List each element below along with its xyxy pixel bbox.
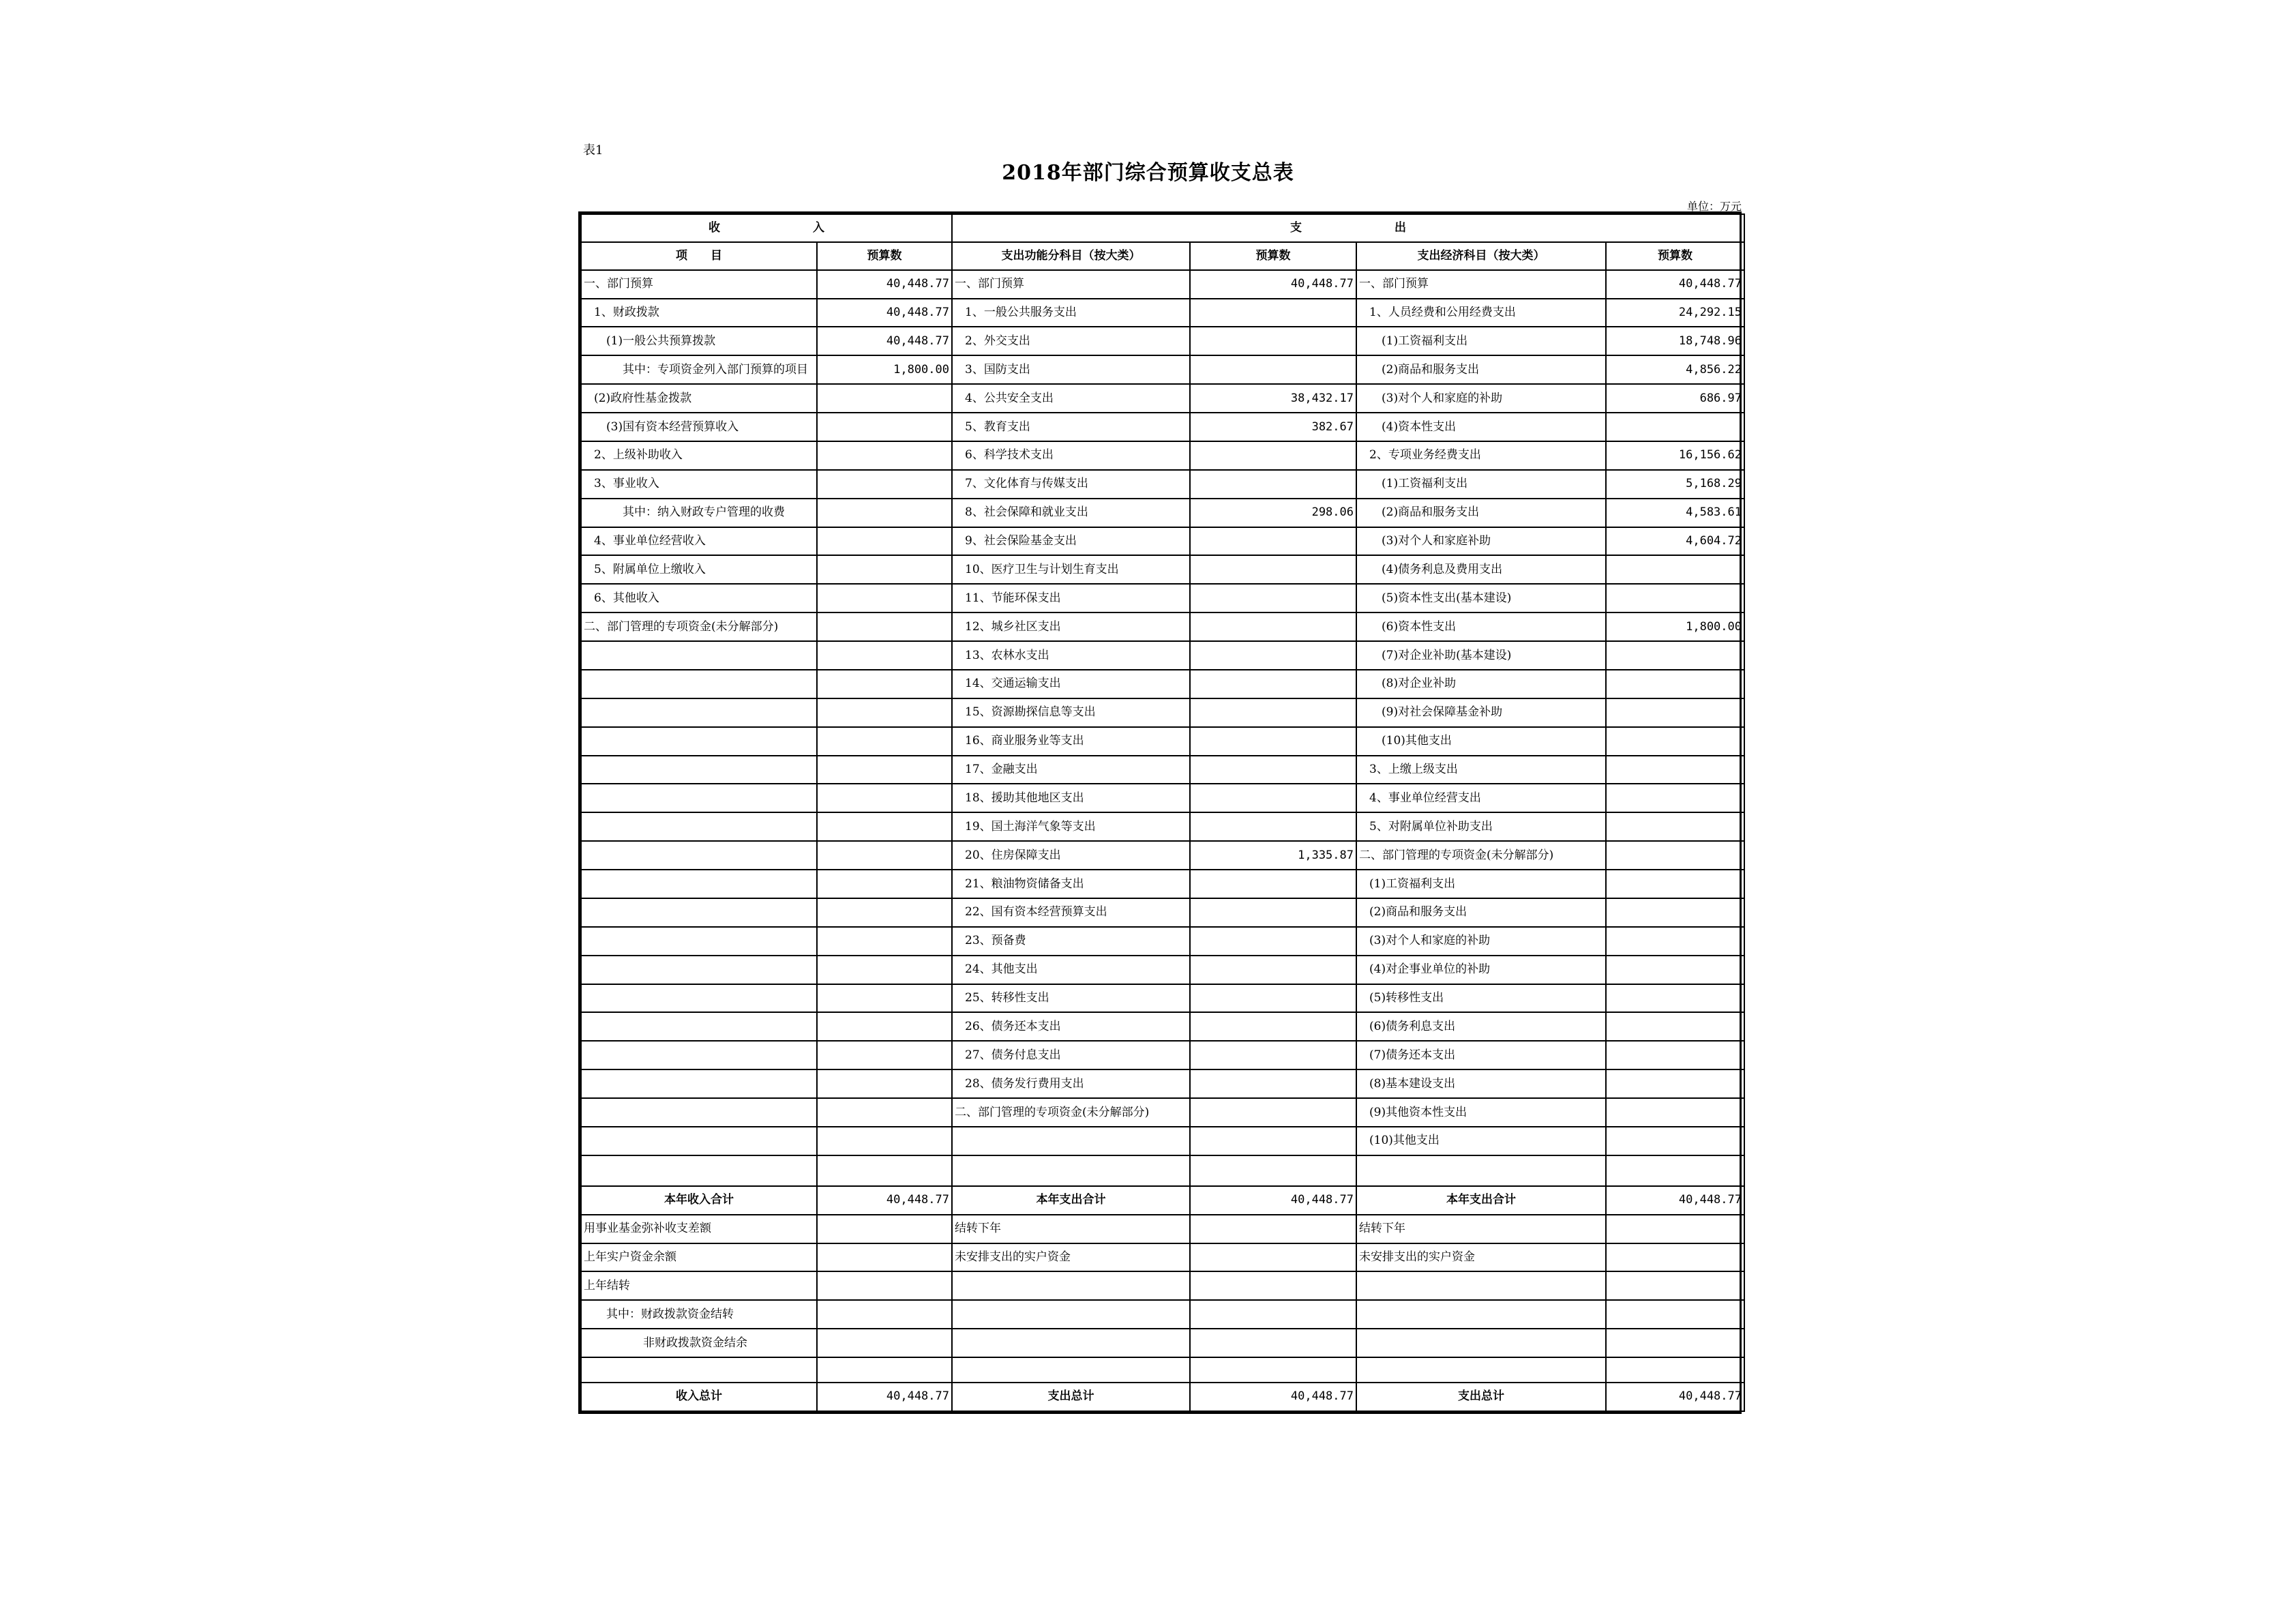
econ-item-cell: (9)对社会保障基金补助: [1356, 698, 1606, 727]
table-row: [581, 299, 1744, 327]
econ-budget-cell: [1606, 698, 1744, 727]
func-budget-cell: [1190, 784, 1356, 812]
econ-item-cell: [1356, 1300, 1606, 1329]
income-budget-cell: [817, 784, 952, 812]
table-row: [581, 641, 1744, 670]
income-item-cell: [581, 898, 817, 927]
func-item-cell: 23、预备费: [952, 927, 1190, 956]
func-item-cell: 本年支出合计: [952, 1186, 1190, 1215]
income-budget-cell: 40,448.77: [817, 327, 952, 355]
income-budget-cell: [817, 612, 952, 641]
table-row: [581, 1329, 1744, 1357]
econ-item-cell: (1)工资福利支出: [1356, 327, 1606, 355]
func-budget-cell: [1190, 1155, 1356, 1186]
table-row: [581, 670, 1744, 698]
func-budget-cell: 38,432.17: [1190, 384, 1356, 413]
econ-budget-cell: [1606, 641, 1744, 670]
table-row: [581, 470, 1744, 499]
income-budget-cell: [817, 1215, 952, 1243]
table-row: [581, 1271, 1744, 1300]
income-budget-cell: [817, 756, 952, 784]
func-budget-cell: [1190, 1357, 1356, 1383]
func-budget-cell: [1190, 641, 1356, 670]
table-row: [581, 1300, 1744, 1329]
income-item-cell: [581, 641, 817, 670]
func-item-cell: 25、转移性支出: [952, 984, 1190, 1013]
func-budget-cell: [1190, 1243, 1356, 1272]
func-item-cell: 18、援助其他地区支出: [952, 784, 1190, 812]
func-budget-cell: 40,448.77: [1190, 1186, 1356, 1215]
econ-item-cell: 1、人员经费和公用经费支出: [1356, 299, 1606, 327]
income-item-cell: [581, 956, 817, 984]
table-row: [581, 1186, 1744, 1215]
func-item-cell: 支出总计: [952, 1383, 1190, 1411]
func-item-cell: 14、交通运输支出: [952, 670, 1190, 698]
econ-item-cell: (7)债务还本支出: [1356, 1041, 1606, 1069]
econ-item-cell: 3、上缴上级支出: [1356, 756, 1606, 784]
econ-budget-cell: 16,156.62: [1606, 441, 1744, 470]
income-budget-cell: 40,448.77: [817, 270, 952, 299]
econ-item-cell: (2)商品和服务支出: [1356, 355, 1606, 384]
econ-budget-cell: 5,168.29: [1606, 470, 1744, 499]
func-item-cell: 13、农林水支出: [952, 641, 1190, 670]
econ-item-cell: (8)对企业补助: [1356, 670, 1606, 698]
econ-budget-cell: 40,448.77: [1606, 1186, 1744, 1215]
income-item-cell: 二、部门管理的专项资金(未分解部分): [581, 612, 817, 641]
income-item-cell: 4、事业单位经营收入: [581, 527, 817, 556]
func-budget-cell: [1190, 441, 1356, 470]
income-budget-cell: [817, 470, 952, 499]
econ-budget-cell: [1606, 555, 1744, 584]
func-budget-cell: [1190, 1069, 1356, 1098]
econ-item-cell: 支出总计: [1356, 1383, 1606, 1411]
econ-budget-cell: [1606, 1012, 1744, 1041]
econ-item-cell: (5)转移性支出: [1356, 984, 1606, 1013]
col-header-budget: 预算数: [817, 242, 952, 270]
income-budget-cell: [817, 956, 952, 984]
income-item-cell: 非财政拨款资金结余: [581, 1329, 817, 1357]
func-budget-cell: 382.67: [1190, 413, 1356, 441]
table-row: [581, 1012, 1744, 1041]
econ-budget-cell: [1606, 413, 1744, 441]
func-item-cell: [952, 1155, 1190, 1186]
func-item-cell: 1、一般公共服务支出: [952, 299, 1190, 327]
table-row: [581, 812, 1744, 841]
econ-item-cell: 2、专项业务经费支出: [1356, 441, 1606, 470]
econ-item-cell: (5)资本性支出(基本建设): [1356, 584, 1606, 612]
func-item-cell: 二、部门管理的专项资金(未分解部分): [952, 1098, 1190, 1127]
func-item-cell: [952, 1300, 1190, 1329]
func-item-cell: 10、医疗卫生与计划生育支出: [952, 555, 1190, 584]
func-budget-cell: 40,448.77: [1190, 1383, 1356, 1411]
func-item-cell: 17、金融支出: [952, 756, 1190, 784]
income-item-cell: [581, 1098, 817, 1127]
func-item-cell: [952, 1271, 1190, 1300]
income-budget-cell: [817, 499, 952, 527]
table-row: [581, 756, 1744, 784]
econ-item-cell: (1)工资福利支出: [1356, 470, 1606, 499]
income-budget-cell: [817, 641, 952, 670]
income-item-cell: 其中：纳入财政专户管理的收费: [581, 499, 817, 527]
econ-budget-cell: 4,856.22: [1606, 355, 1744, 384]
column-header-row: [581, 242, 1744, 270]
func-item-cell: 28、债务发行费用支出: [952, 1069, 1190, 1098]
econ-budget-cell: 40,448.77: [1606, 1383, 1744, 1411]
econ-item-cell: (7)对企业补助(基本建设): [1356, 641, 1606, 670]
econ-budget-cell: [1606, 812, 1744, 841]
econ-budget-cell: [1606, 841, 1744, 870]
econ-item-cell: 结转下年: [1356, 1215, 1606, 1243]
table-row: [581, 984, 1744, 1013]
income-item-cell: [581, 1041, 817, 1069]
table-row: [581, 1357, 1744, 1383]
func-budget-cell: [1190, 727, 1356, 756]
econ-item-cell: [1356, 1329, 1606, 1357]
income-budget-cell: [817, 1329, 952, 1357]
income-budget-cell: [817, 584, 952, 612]
income-item-cell: (1)一般公共预算拨款: [581, 327, 817, 355]
income-item-cell: [581, 1012, 817, 1041]
income-item-cell: [581, 1357, 817, 1383]
table-row: [581, 413, 1744, 441]
income-budget-cell: [817, 384, 952, 413]
econ-budget-cell: 4,604.72: [1606, 527, 1744, 556]
econ-budget-cell: [1606, 956, 1744, 984]
econ-budget-cell: 686.97: [1606, 384, 1744, 413]
table-row: [581, 698, 1744, 727]
table-row: [581, 1127, 1744, 1155]
table-row: [581, 441, 1744, 470]
table-row: [581, 898, 1744, 927]
income-budget-cell: [817, 841, 952, 870]
econ-item-cell: (4)债务利息及费用支出: [1356, 555, 1606, 584]
col-header-econ: 支出经济科目（按大类）: [1356, 242, 1606, 270]
func-item-cell: 9、社会保险基金支出: [952, 527, 1190, 556]
econ-budget-cell: [1606, 1243, 1744, 1272]
page-title: 2018年部门综合预算收支总表: [1002, 161, 1294, 185]
econ-item-cell: (4)资本性支出: [1356, 413, 1606, 441]
func-item-cell: 19、国土海洋气象等支出: [952, 812, 1190, 841]
table-label: 表1: [583, 143, 603, 158]
econ-budget-cell: [1606, 1127, 1744, 1155]
col-header-item: 项 目: [581, 242, 817, 270]
func-budget-cell: 40,448.77: [1190, 270, 1356, 299]
func-budget-cell: [1190, 355, 1356, 384]
econ-item-cell: [1356, 1271, 1606, 1300]
econ-budget-cell: [1606, 756, 1744, 784]
econ-item-cell: (2)商品和服务支出: [1356, 898, 1606, 927]
income-item-cell: [581, 1069, 817, 1098]
table-row: [581, 584, 1744, 612]
income-item-cell: [581, 984, 817, 1013]
econ-item-cell: (8)基本建设支出: [1356, 1069, 1606, 1098]
econ-item-cell: (10)其他支出: [1356, 1127, 1606, 1155]
econ-budget-cell: [1606, 1155, 1744, 1186]
func-item-cell: 未安排支出的实户资金: [952, 1243, 1190, 1272]
econ-budget-cell: [1606, 898, 1744, 927]
table-row: [581, 1215, 1744, 1243]
income-item-cell: 5、附属单位上缴收入: [581, 555, 817, 584]
func-budget-cell: [1190, 984, 1356, 1013]
func-budget-cell: [1190, 1215, 1356, 1243]
func-item-cell: 20、住房保障支出: [952, 841, 1190, 870]
income-budget-cell: 1,800.00: [817, 355, 952, 384]
func-budget-cell: [1190, 1127, 1356, 1155]
func-budget-cell: [1190, 555, 1356, 584]
income-budget-cell: [817, 1127, 952, 1155]
table-row: [581, 727, 1744, 756]
income-budget-cell: [817, 527, 952, 556]
income-budget-cell: 40,448.77: [817, 1186, 952, 1215]
econ-budget-cell: 18,748.96: [1606, 327, 1744, 355]
econ-item-cell: 二、部门管理的专项资金(未分解部分): [1356, 841, 1606, 870]
econ-budget-cell: 24,292.15: [1606, 299, 1744, 327]
func-budget-cell: 298.06: [1190, 499, 1356, 527]
econ-item-cell: (3)对个人和家庭的补助: [1356, 927, 1606, 956]
econ-item-cell: [1356, 1155, 1606, 1186]
econ-budget-cell: [1606, 927, 1744, 956]
income-item-cell: [581, 870, 817, 898]
income-item-cell: [581, 670, 817, 698]
income-item-cell: [581, 1127, 817, 1155]
econ-budget-cell: [1606, 1329, 1744, 1357]
income-budget-cell: [817, 1357, 952, 1383]
func-budget-cell: [1190, 956, 1356, 984]
table-row: [581, 1155, 1744, 1186]
func-budget-cell: [1190, 670, 1356, 698]
table-row: [581, 956, 1744, 984]
econ-item-cell: 一、部门预算: [1356, 270, 1606, 299]
table-row: [581, 499, 1744, 527]
econ-budget-cell: [1606, 727, 1744, 756]
func-item-cell: 26、债务还本支出: [952, 1012, 1190, 1041]
func-budget-cell: [1190, 812, 1356, 841]
table-row: [581, 1098, 1744, 1127]
econ-budget-cell: [1606, 984, 1744, 1013]
econ-item-cell: 5、对附属单位补助支出: [1356, 812, 1606, 841]
func-item-cell: 结转下年: [952, 1215, 1190, 1243]
income-item-cell: 上年结转: [581, 1271, 817, 1300]
income-item-cell: [581, 727, 817, 756]
budget-table: [578, 211, 1742, 1414]
table-row: [581, 927, 1744, 956]
econ-budget-cell: [1606, 1098, 1744, 1127]
income-item-cell: 本年收入合计: [581, 1186, 817, 1215]
table-row: [581, 1243, 1744, 1272]
func-budget-cell: [1190, 527, 1356, 556]
income-item-cell: 收入总计: [581, 1383, 817, 1411]
econ-budget-cell: [1606, 1357, 1744, 1383]
income-item-cell: 其中：财政拨款资金结转: [581, 1300, 817, 1329]
col-header-func: 支出功能分科目（按大类）: [952, 242, 1190, 270]
func-item-cell: [952, 1127, 1190, 1155]
func-item-cell: 15、资源勘探信息等支出: [952, 698, 1190, 727]
econ-budget-cell: [1606, 1069, 1744, 1098]
func-budget-cell: [1190, 870, 1356, 898]
income-budget-cell: [817, 898, 952, 927]
econ-item-cell: [1356, 1357, 1606, 1383]
income-budget-cell: [817, 1098, 952, 1127]
table-row: [581, 1069, 1744, 1098]
income-budget-cell: [817, 555, 952, 584]
income-item-cell: 3、事业收入: [581, 470, 817, 499]
table-row: [581, 270, 1744, 299]
income-item-cell: 2、上级补助收入: [581, 441, 817, 470]
income-budget-cell: [817, 1300, 952, 1329]
func-budget-cell: [1190, 612, 1356, 641]
table-row: [581, 384, 1744, 413]
income-item-cell: [581, 927, 817, 956]
func-budget-cell: [1190, 898, 1356, 927]
func-budget-cell: [1190, 1300, 1356, 1329]
func-budget-cell: 1,335.87: [1190, 841, 1356, 870]
income-budget-cell: [817, 1243, 952, 1272]
income-item-cell: (3)国有资本经营预算收入: [581, 413, 817, 441]
econ-budget-cell: 4,583.61: [1606, 499, 1744, 527]
col-header-budget: 预算数: [1190, 242, 1356, 270]
func-budget-cell: [1190, 1098, 1356, 1127]
income-budget-cell: 40,448.77: [817, 299, 952, 327]
econ-budget-cell: 40,448.77: [1606, 270, 1744, 299]
func-budget-cell: [1190, 1271, 1356, 1300]
func-item-cell: 11、节能环保支出: [952, 584, 1190, 612]
income-budget-cell: [817, 927, 952, 956]
func-budget-cell: [1190, 327, 1356, 355]
econ-budget-cell: [1606, 670, 1744, 698]
econ-budget-cell: [1606, 870, 1744, 898]
income-group-header: 收 入: [581, 214, 952, 242]
func-item-cell: 2、外交支出: [952, 327, 1190, 355]
func-budget-cell: [1190, 698, 1356, 727]
func-item-cell: 3、国防支出: [952, 355, 1190, 384]
income-budget-cell: [817, 1069, 952, 1098]
econ-budget-cell: [1606, 1215, 1744, 1243]
func-item-cell: [952, 1329, 1190, 1357]
econ-item-cell: (10)其他支出: [1356, 727, 1606, 756]
econ-item-cell: (3)对个人和家庭的补助: [1356, 384, 1606, 413]
income-budget-cell: [817, 670, 952, 698]
func-item-cell: 27、债务付息支出: [952, 1041, 1190, 1069]
func-item-cell: 24、其他支出: [952, 956, 1190, 984]
col-header-budget: 预算数: [1606, 242, 1744, 270]
econ-budget-cell: [1606, 584, 1744, 612]
table-row: [581, 1041, 1744, 1069]
econ-item-cell: (1)工资福利支出: [1356, 870, 1606, 898]
func-item-cell: 22、国有资本经营预算支出: [952, 898, 1190, 927]
income-budget-cell: [817, 698, 952, 727]
table-row: [581, 355, 1744, 384]
func-item-cell: 8、社会保障和就业支出: [952, 499, 1190, 527]
income-item-cell: 1、财政拨款: [581, 299, 817, 327]
econ-item-cell: (6)债务利息支出: [1356, 1012, 1606, 1041]
income-budget-cell: [817, 812, 952, 841]
econ-budget-cell: [1606, 1271, 1744, 1300]
income-budget-cell: [817, 984, 952, 1013]
table-row: [581, 527, 1744, 556]
table-row: [581, 870, 1744, 898]
income-budget-cell: 40,448.77: [817, 1383, 952, 1411]
func-item-cell: 7、文化体育与传媒支出: [952, 470, 1190, 499]
func-budget-cell: [1190, 1329, 1356, 1357]
income-item-cell: [581, 784, 817, 812]
table-row: [581, 784, 1744, 812]
income-item-cell: 其中：专项资金列入部门预算的项目: [581, 355, 817, 384]
econ-item-cell: 本年支出合计: [1356, 1186, 1606, 1215]
func-budget-cell: [1190, 470, 1356, 499]
econ-item-cell: (4)对企事业单位的补助: [1356, 956, 1606, 984]
func-budget-cell: [1190, 927, 1356, 956]
econ-item-cell: (6)资本性支出: [1356, 612, 1606, 641]
income-budget-cell: [817, 1012, 952, 1041]
econ-budget-cell: 1,800.00: [1606, 612, 1744, 641]
econ-item-cell: (9)其他资本性支出: [1356, 1098, 1606, 1127]
func-item-cell: 21、粮油物资储备支出: [952, 870, 1190, 898]
expense-group-header: 支 出: [952, 214, 1744, 242]
income-budget-cell: [817, 870, 952, 898]
func-item-cell: 5、教育支出: [952, 413, 1190, 441]
func-item-cell: 4、公共安全支出: [952, 384, 1190, 413]
table-row: [581, 841, 1744, 870]
econ-item-cell: (2)商品和服务支出: [1356, 499, 1606, 527]
func-item-cell: 6、科学技术支出: [952, 441, 1190, 470]
table-row: [581, 1383, 1744, 1411]
unit-label: 单位：万元: [1686, 200, 1742, 213]
func-item-cell: 12、城乡社区支出: [952, 612, 1190, 641]
income-item-cell: 上年实户资金余额: [581, 1243, 817, 1272]
func-item-cell: 一、部门预算: [952, 270, 1190, 299]
func-budget-cell: [1190, 584, 1356, 612]
table-row: [581, 555, 1744, 584]
income-item-cell: (2)政府性基金拨款: [581, 384, 817, 413]
income-budget-cell: [817, 1271, 952, 1300]
income-budget-cell: [817, 413, 952, 441]
func-item-cell: [952, 1357, 1190, 1383]
income-item-cell: 一、部门预算: [581, 270, 817, 299]
income-item-cell: [581, 698, 817, 727]
econ-item-cell: 4、事业单位经营支出: [1356, 784, 1606, 812]
econ-item-cell: 未安排支出的实户资金: [1356, 1243, 1606, 1272]
func-budget-cell: [1190, 299, 1356, 327]
income-item-cell: [581, 756, 817, 784]
income-item-cell: 6、其他收入: [581, 584, 817, 612]
table-row: [581, 327, 1744, 355]
econ-budget-cell: [1606, 1300, 1744, 1329]
group-header-row: [581, 214, 1744, 242]
table-row: [581, 612, 1744, 641]
econ-budget-cell: [1606, 1041, 1744, 1069]
income-item-cell: [581, 1155, 817, 1186]
income-budget-cell: [817, 1155, 952, 1186]
income-item-cell: 用事业基金弥补收支差额: [581, 1215, 817, 1243]
func-budget-cell: [1190, 1012, 1356, 1041]
econ-budget-cell: [1606, 784, 1744, 812]
econ-item-cell: (3)对个人和家庭补助: [1356, 527, 1606, 556]
income-item-cell: [581, 812, 817, 841]
income-budget-cell: [817, 441, 952, 470]
func-item-cell: 16、商业服务业等支出: [952, 727, 1190, 756]
income-item-cell: [581, 841, 817, 870]
income-budget-cell: [817, 727, 952, 756]
income-budget-cell: [817, 1041, 952, 1069]
func-budget-cell: [1190, 756, 1356, 784]
func-budget-cell: [1190, 1041, 1356, 1069]
